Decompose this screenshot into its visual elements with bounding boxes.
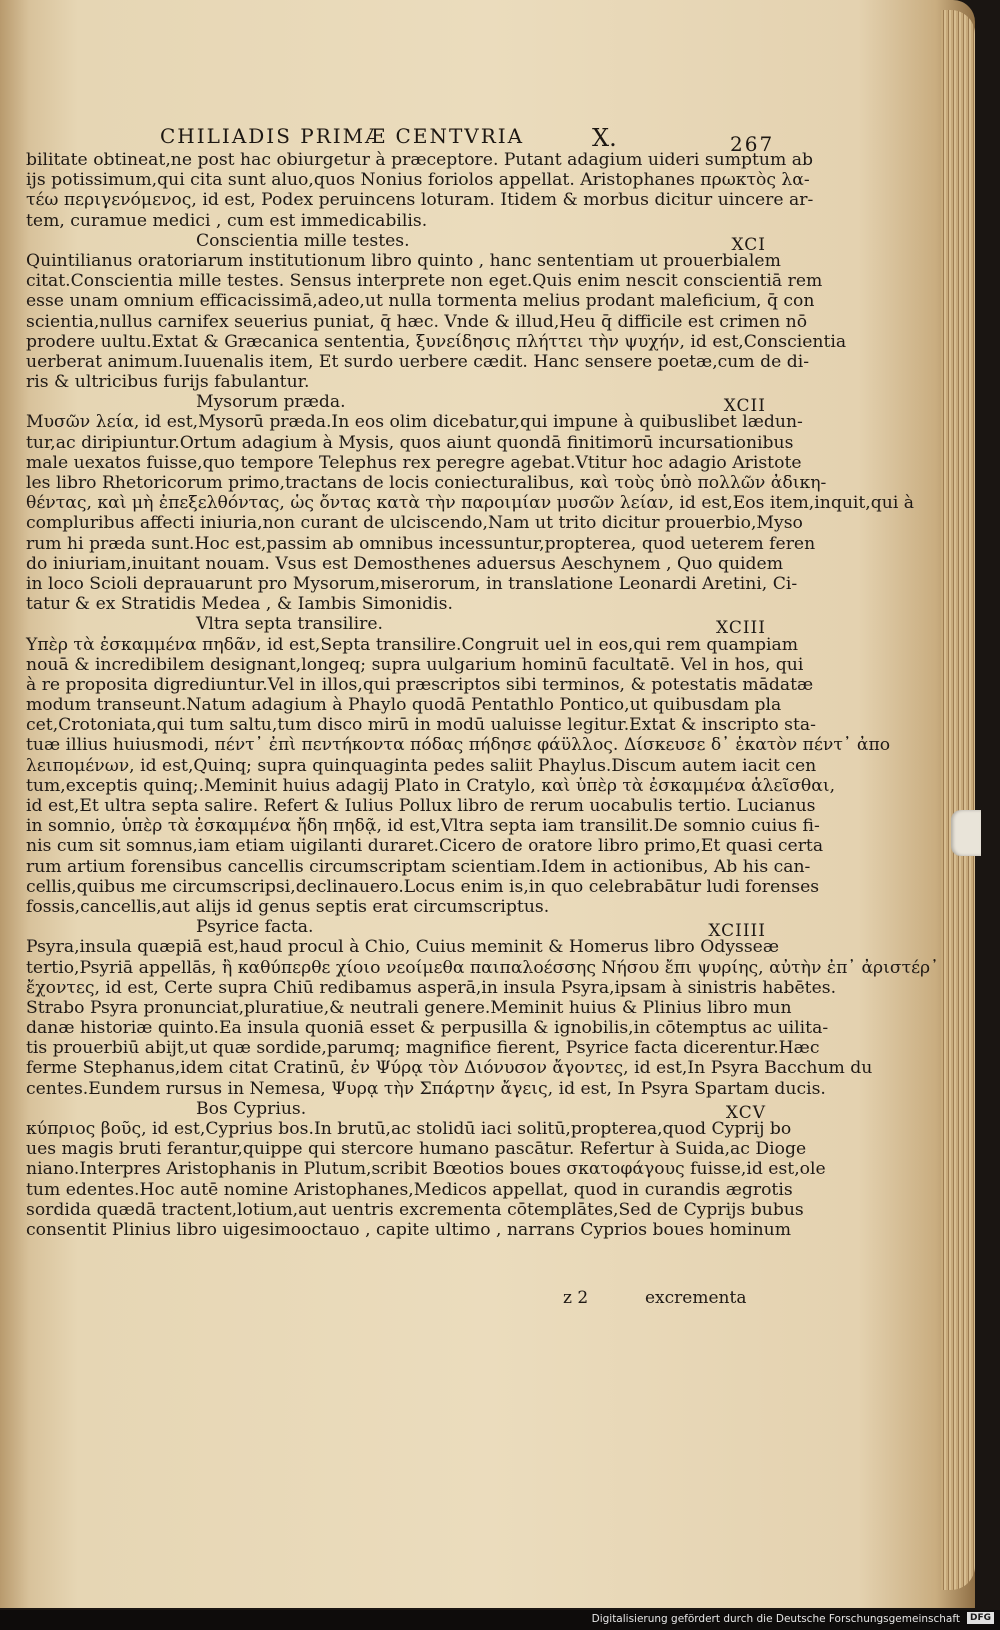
text-line: rum artium forensibus cancellis circumscriptam scientiam.Idem in actionibus, Ab his can- [26, 856, 811, 877]
text-line: cet,Crotoniata,qui tum saltu,tum disco mirū in modū ualuisse legitur.Extat & inscripto sta- [26, 715, 816, 736]
text-line: tem, curamue medici , cum est immedicabilis. [26, 210, 428, 231]
text-line: citat.Conscientia mille testes. Sensus interprete non eget.Quis enim nescit conscientiā rem [26, 271, 823, 292]
digitization-credit [0, 1610, 1000, 1630]
text-line: ἔχοντες, id est, Certe supra Chiū redibamus asperā,in insula Psyra,ipsam à sinistris habētes. [26, 977, 837, 998]
text-line: Strabo Psyra pronunciat,pluratiue,& neutrali genere.Meminit huius & Plinius libro mun [26, 997, 792, 1018]
text-line: danæ historiæ quinto.Ea insula quoniā esset & perpusilla & ignobilis,in cōtemptus ac uilita- [26, 1018, 829, 1039]
text-line: male uexatos fuisse,quo tempore Telephus rex peregre agebat.Vtitur hoc adagio Aristote [26, 452, 802, 473]
adage-heading [26, 614, 786, 639]
text-line: in loco Scioli deprauarunt pro Mysorum,miserorum, in translatione Leonardi Aretini, Ci- [26, 573, 798, 594]
dfg-logo: DFG [967, 1612, 994, 1624]
adage-title: Psyrice facta. [196, 917, 314, 938]
text-line: tatur & ex Stratidis Medea , & Iambis Simonidis. [26, 594, 453, 615]
text-line: Μυσῶν λεία, id est,Mysorū præda.In eos olim dicebatur,qui impune à quibuslibet lædun- [26, 412, 803, 433]
text-line: modum transeunt.Natum adagium à Phaylo quodā Pentathlo Pontico,ut quibusdam pla [26, 695, 782, 716]
text-line: do iniuriam,inuitant nouam. Vsus est Demosthenes aduersus Aeschynem , Quo quidem [26, 553, 784, 574]
text-line: esse unam omnium efficacissimā,adeo,ut nulla tormenta melius prodant maleficium, q̄ con [26, 291, 815, 312]
text-line: tuæ illius huiusmodi, πέντ᾽ ἐπὶ πεντήκοντα πόδας πήδησε φάϋλλος. Δίσκευσε δ᾽ ἑκατὸν πέντ᾽ ἀπο [26, 735, 891, 756]
text-line: sordida quædā tractent,lotium,aut uentris excrementa cōtemplātes,Sed de Cyprijs bubus [26, 1199, 804, 1220]
text-line: κύπριος βοῦς, id est,Cyprius bos.In brutū,ac stolidū iaci solitū,propterea,quod Cyprij bo [26, 1119, 792, 1139]
adage-number: XCIII [716, 618, 766, 639]
adage-heading [26, 392, 786, 417]
body-text [26, 150, 939, 1240]
adage-number: XCII [723, 396, 766, 417]
adage-title: Bos Cyprius. [196, 1098, 307, 1119]
text-line: bilitate obtineat,ne post hac obiurgetur à præceptore. Putant adagium uideri sumptum ab [26, 150, 814, 170]
text-line: ris & ultricibus furijs fabulantur. [26, 372, 310, 393]
text-line: tis prouerbiū abijt,ut quæ sordide,parumq; magnifice fierent, Psyrice facta dicerentur.Hæc [26, 1038, 820, 1059]
text-line: cellis,quibus me circumscripsi,declinauero.Locus enim is,in quo celebrabātur ludi forenses [26, 876, 820, 897]
text-line: centes.Eundem rursus in Nemesa, Ψυρᾳ τὴν Σπάρτην ἄγεις, id est, In Psyra Spartam ducis. [26, 1078, 826, 1099]
text-line: tum edentes.Hoc autē nomine Aristophanes,Medicos appellat, quod in curandis ægrotis [26, 1179, 793, 1200]
signature-mark: z 2 [563, 1288, 589, 1308]
text-line: les libro Rhetoricorum primo,tractans de locis coniecturalibus, καὶ τοὺς ὑπὸ πολλῶν ἀδικη- [26, 473, 827, 493]
text-line: à re proposita digrediuntur.Vel in illos,qui præscriptos sibi terminos, & potestatis mādatæ [26, 674, 814, 695]
text-line: scientia,nullus carnifex seuerius puniat, q̄ hæc. Vnde & illud,Heu q̄ difficile est crimen nō [26, 311, 808, 332]
text-line: Quintilianus oratoriarum institutionum libro quinto , hanc sententiam ut prouerbialem [26, 250, 781, 271]
text-line: fossis,cancellis,aut alijs id genus septis erat circumscriptus. [26, 896, 550, 917]
section-number: X. [592, 124, 617, 152]
text-line: niano.Interpres Aristophanis in Plutum,scribit Bœotios boues σκατοφάγους fuisse,id est,ole [26, 1159, 826, 1180]
text-line: tertio,Psyriā appellās, ἢ καθύπερθε χίοιο νεοίμεθα παιπαλοέσσης Νήσου ἔπι ψυρίης, αὐτὴν ἐπ᾽ ἀριστέρ᾽ [26, 957, 939, 978]
text-line: ijs potissimum,qui cita sunt aluo,quos Nonius foriolos appellat. Aristophanes πρωκτὸς λα- [26, 170, 810, 191]
text-line: compluribus affecti iniuria,non curant de ulciscendo,Nam ut trito dicitur prouerbio,Myso [26, 513, 803, 534]
text-line: tum,exceptis quinq;.Meminit huius adagij Plato in Cratylo, καὶ ὑπὲρ τὰ ἐσκαμμένα ἁλεῖσθαι, [26, 775, 836, 796]
adage-number: XCIIII [708, 921, 766, 942]
adage-title: Mysorum præda. [196, 392, 346, 413]
adage-title: Conscientia mille testes. [196, 230, 410, 251]
adage-number: XCI [731, 234, 766, 255]
text-line: Υπὲρ τὰ ἐσκαμμένα πηδᾶν, id est,Septa transilire.Congruit uel in eos,qui rem quampiam [26, 634, 799, 655]
text-line: rum hi præda sunt.Hoc est,passim ab omnibus incessuntur,propterea, quod ueterem feren [26, 533, 816, 554]
adage-heading [26, 230, 786, 255]
adage-heading [26, 1098, 786, 1123]
page-edges [941, 10, 975, 1590]
adage-heading [26, 917, 786, 942]
text-line: tur,ac diripiuntur.Ortum adagium à Mysis, quos aiunt quondā finitimorū incursationibus [26, 432, 794, 453]
text-line: ferme Stephanus,idem citat Cratinū, ἐν Ψύρᾳ τὸν Διόνυσον ἄγοντες, id est,In Psyra Bacchum du [26, 1058, 873, 1079]
text-line: θέντας, καὶ μὴ ἐπεξελθόντας, ὡς ὄντας κατὰ τὴν παροιμίαν μυσῶν λείαν, id est,Eos item,inquit,qui à [26, 493, 915, 514]
text-line: prodere uultu.Extat & Græcanica sententia, ξυνείδησις πλήττει τὴν ψυχήν, id est,Conscientia [26, 331, 847, 352]
catchword: excrementa [645, 1288, 747, 1308]
text-line: ues magis bruti ferantur,quippe qui stercore humano pascātur. Refertur à Suida,ac Dioge [26, 1139, 807, 1160]
running-title: CHILIADIS PRIMÆ CENTVRIA [160, 124, 525, 148]
adage-number: XCV [725, 1102, 766, 1123]
text-line: nouā & incredibilem designant,longeq; supra uulgarium hominū facultatē. Vel in hos, qui [26, 654, 804, 675]
text-line: consentit Plinius libro uigesimooctauo , capite ultimo , narrans Cyprios boues hominum [26, 1219, 792, 1240]
text-line: Psyra,insula quæpiā est,haud procul à Chio, Cuius meminit & Homerus libro Odysseæ [26, 937, 780, 958]
text-line: id est,Et ultra septa salire. Refert & Iulius Pollux libro de rerum uocabulis tertio. Lucianus [26, 796, 816, 816]
text-line: nis cum sit somnus,iam etiam uigilanti duraret.Cicero de oratore libro primo,Et quasi certa [26, 836, 824, 857]
adage-title: Vltra septa transilire. [196, 614, 383, 635]
credit-text: Digitalisierung gefördert durch die Deutsche Forschungsgemeinschaft [591, 1613, 960, 1625]
text-line: uerberat animum.Iuuenalis item, Et surdo uerbere cædit. Hanc sensere poetæ,cum de di- [26, 351, 810, 372]
text-line: in somnio, ὑπὲρ τὰ ἐσκαμμένα ἤδη πηδᾷ, id est,Vltra septa iam transilit.De somnio cuius fi- [26, 816, 820, 837]
text-line: λειπομένων, id est,Quinq; supra quinquaginta pedes saliit Phaylus.Discum autem iacit cen [26, 755, 817, 776]
text-line: τέω περιγενόμενος, id est, Podex peruincens loturam. Itidem & morbus dicitur uincere ar- [26, 190, 814, 211]
page-number: 267 [730, 132, 775, 156]
bookmark-tab [951, 810, 981, 856]
